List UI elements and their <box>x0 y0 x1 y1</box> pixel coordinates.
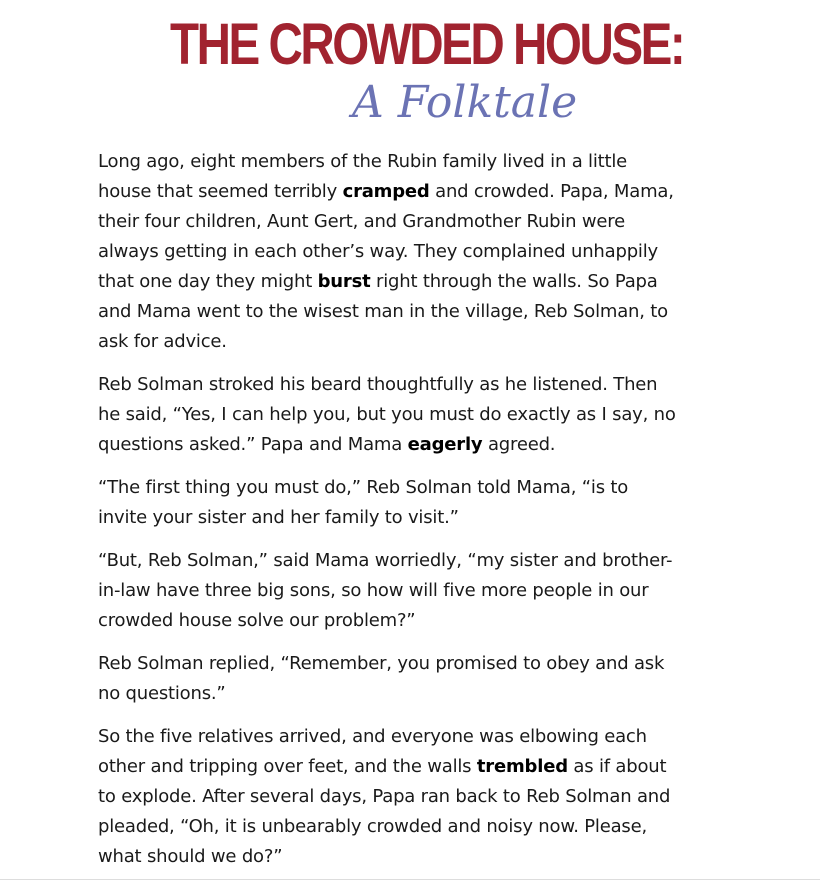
vocab-word-eagerly: eagerly <box>407 434 483 455</box>
story-paragraph-6 <box>98 722 678 872</box>
paragraph-text: Reb Solman stroked his beard thoughtfully as he listened. Then he said, “Yes, I can help you, but you must do exactly as I say, no questions asked.” Papa and Mama <box>98 374 676 455</box>
story-paragraph-2 <box>98 370 678 460</box>
story-body <box>98 147 678 885</box>
vocab-word-burst: burst <box>317 271 371 292</box>
paragraph-text: right through the walls. So Papa and Mama went to the wisest man in the village, Reb Solman, to ask for advice. <box>98 271 668 352</box>
story-paragraph-3: “The first thing you must do,” Reb Solman told Mama, “is to invite your sister and her family to visit.” <box>98 477 629 528</box>
story-paragraph-1 <box>98 147 678 357</box>
paragraph-text: Long ago, eight members of the Rubin family lived in a little house that seemed terribly <box>98 151 628 202</box>
paragraph-text: as if about to explode. After several days, Papa ran back to Reb Solman and pleaded, “Oh, it is unbearably crowded and noisy now. Please, what should we do?” <box>98 756 671 867</box>
vocab-word-trembled: trembled <box>476 756 568 777</box>
paragraph-text: agreed. <box>482 434 556 455</box>
story-title: THE CROWDED HOUSE: <box>170 12 684 77</box>
paragraph-text: So the five relatives arrived, and everyone was elbowing each other and tripping over feet, and the walls <box>98 726 647 777</box>
vocab-word-cramped: cramped <box>342 181 430 202</box>
story-paragraph-5: Reb Solman replied, “Remember, you promised to obey and ask no questions.” <box>98 653 665 704</box>
story-subtitle: A Folktale <box>352 77 578 128</box>
story-paragraph-4: “But, Reb Solman,” said Mama worriedly, “my sister and brother-in-law have three big sons, so how will five more people in our crowded house solve our problem?” <box>98 550 673 631</box>
paragraph-text: and crowded. Papa, Mama, their four children, Aunt Gert, and Grandmother Rubin were always getting in each other’s way. They complained unhappily that one day they might <box>98 181 674 292</box>
page-bottom-divider <box>0 879 820 880</box>
